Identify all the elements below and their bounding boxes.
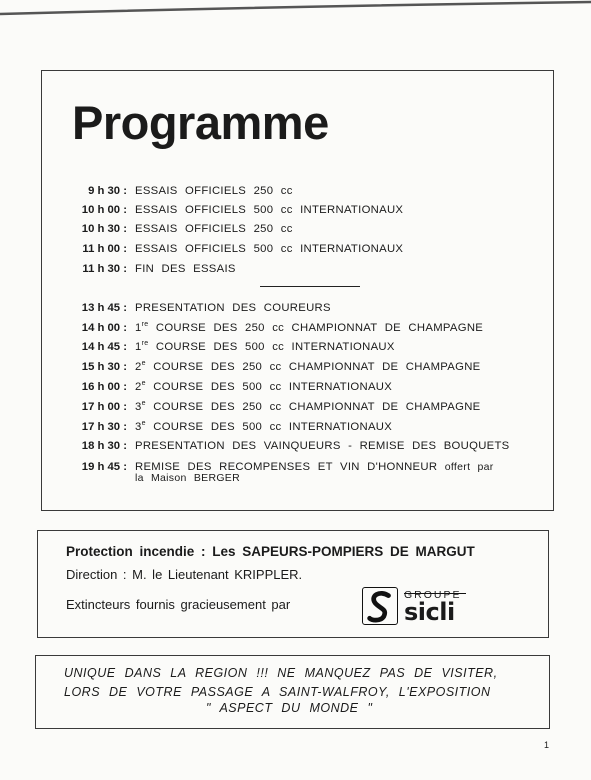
fire-extinguishers: Extincteurs fournis gracieusement par: [66, 597, 291, 612]
schedule-text: [135, 261, 236, 277]
logo-brand-text: sicli: [404, 598, 455, 626]
schedule-text: [135, 339, 395, 355]
schedule-description: PRESENTATION DES VAINQUEURS - REMISE DES BOUQUETS: [135, 440, 510, 452]
schedule-text: [135, 438, 510, 454]
programme-box: [41, 70, 554, 511]
exhibition-box: [35, 655, 550, 729]
schedule-description: ESSAIS OFFICIELS 250 cc: [135, 223, 293, 235]
schedule-description: ESSAIS OFFICIELS 250 cc: [135, 185, 293, 197]
schedule-description: COURSE DES 250 cc CHAMPIONNAT DE CHAMPAGNE: [153, 361, 481, 373]
logo-rule: [404, 593, 466, 594]
schedule-time: 17 h 30 :: [81, 421, 127, 433]
schedule-time: 19 h 45 :: [81, 461, 127, 473]
schedule-text: [135, 300, 331, 316]
ordinal-suffix: re: [141, 340, 149, 347]
schedule-description: COURSE DES 500 cc INTERNATIONAUX: [153, 381, 393, 393]
schedule-text: [135, 399, 481, 415]
schedule-description: PRESENTATION DES COUREURS: [135, 302, 331, 314]
schedule-description: ESSAIS OFFICIELS 500 cc INTERNATIONAUX: [135, 243, 404, 255]
schedule-text: [135, 379, 392, 395]
schedule-continuation-text: la Maison BERGER: [135, 472, 240, 484]
exhibition-line-3: " ASPECT DU MONDE ": [206, 701, 373, 715]
schedule-time: 14 h 45 :: [81, 341, 127, 353]
exhibition-line-2: LORS DE VOTRE PASSAGE A SAINT-WALFROY, L'EXPOSITION: [64, 685, 491, 699]
schedule-time: 11 h 30 :: [82, 263, 127, 275]
schedule-text: [135, 419, 392, 435]
ordinal-suffix: re: [141, 321, 149, 328]
fire-direction: Direction : M. le Lieutenant KRIPPLER.: [66, 567, 303, 582]
schedule-time: 17 h 00 :: [81, 401, 127, 413]
schedule-description: COURSE DES 250 cc CHAMPIONNAT DE CHAMPAGNE: [153, 401, 481, 413]
race-ordinal: 1: [135, 322, 142, 334]
schedule-text: [135, 183, 293, 199]
schedule-text: [135, 221, 293, 237]
page-number: 1: [544, 740, 550, 750]
schedule-extra: offert par: [444, 461, 494, 473]
race-ordinal: 1: [135, 341, 142, 353]
logo-groupe-text: GROUPE: [404, 589, 462, 601]
schedule-time: 13 h 45 :: [81, 302, 127, 314]
schedule-time: 10 h 00 :: [81, 204, 127, 216]
schedule-text: [135, 359, 481, 375]
schedule-time: 16 h 00 :: [81, 381, 127, 393]
schedule-time: 9 h 30 :: [88, 185, 127, 197]
schedule-text: [135, 241, 403, 257]
schedule-text: [135, 320, 483, 336]
ordinal-suffix: e: [141, 400, 146, 407]
schedule-time: 10 h 30 :: [81, 223, 127, 235]
race-ordinal: 3: [135, 401, 142, 413]
schedule-time: 14 h 00 :: [81, 322, 127, 334]
fire-protection-box: [37, 530, 549, 638]
sicli-s-icon: [362, 587, 398, 625]
race-ordinal: 3: [135, 421, 142, 433]
schedule-time: 18 h 30 :: [81, 440, 127, 452]
schedule-description: FIN DES ESSAIS: [135, 263, 236, 275]
ordinal-suffix: e: [141, 420, 146, 427]
schedule-description: ESSAIS OFFICIELS 500 cc INTERNATIONAUX: [135, 204, 404, 216]
schedule-divider: [260, 286, 360, 287]
schedule-description: COURSE DES 500 cc INTERNATIONAUX: [153, 421, 393, 433]
fire-heading: Protection incendie : Les SAPEURS-POMPIERS DE MARGUT: [66, 544, 475, 559]
schedule-description: COURSE DES 250 cc CHAMPIONNAT DE CHAMPAGNE: [155, 322, 484, 334]
schedule-description: REMISE DES RECOMPENSES ET VIN D'HONNEUR: [135, 461, 438, 473]
page-edge-line: [0, 0, 591, 20]
schedule-time: 11 h 00 :: [82, 243, 127, 255]
sicli-logo: [362, 587, 472, 627]
schedule-time: 15 h 30 :: [81, 361, 127, 373]
ordinal-suffix: e: [141, 380, 146, 387]
programme-title: Programme: [72, 96, 329, 149]
schedule-text: [135, 202, 403, 218]
schedule-description: COURSE DES 500 cc INTERNATIONAUX: [155, 341, 395, 353]
exhibition-line-1: UNIQUE DANS LA REGION !!! NE MANQUEZ PAS DE VISITER,: [64, 666, 498, 680]
race-ordinal: 2: [135, 361, 142, 373]
ordinal-suffix: e: [141, 360, 146, 367]
race-ordinal: 2: [135, 381, 142, 393]
